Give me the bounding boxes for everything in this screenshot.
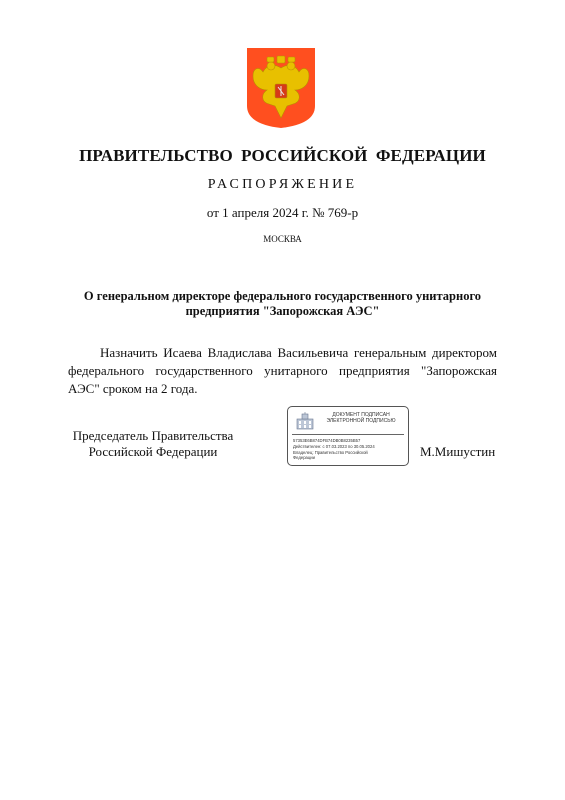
document-city: МОСКВА	[263, 234, 302, 244]
signer-role-line-1: Председатель Правительства	[72, 428, 234, 443]
stamp-validity: Действителен: с 07.03.2023 по 30.05.2024	[293, 444, 375, 449]
government-building-icon	[295, 411, 315, 431]
signer-role	[68, 428, 238, 460]
stamp-serial: 57353E6B874DFB74DB0B8235B57	[293, 438, 361, 443]
government-title: ПРАВИТЕЛЬСТВО РОССИЙСКОЙ ФЕДЕРАЦИИ	[79, 146, 486, 165]
subject-line-1: О генеральном директоре федерального государственного унитарного	[83, 289, 482, 303]
document-date-number: от 1 апреля 2024 г. № 769-р	[206, 205, 359, 220]
electronic-signature-stamp	[287, 406, 409, 466]
coat-of-arms-icon	[245, 46, 317, 130]
stamp-owner	[293, 450, 400, 460]
signer-name: М.Мишустин	[420, 444, 496, 459]
signer-role-line-2: Российской Федерации	[88, 444, 218, 459]
stamp-divider	[292, 434, 404, 435]
document-subject	[40, 289, 525, 319]
document-body: Назначить Исаева Владислава Васильевича генеральным директором федерального государственного унитарного предприятия "Запорожская АЭС" сроком на 2 года.	[68, 345, 497, 396]
stamp-title	[318, 412, 404, 424]
stamp-owner-line-1: Владелец: Правительство Российской	[293, 450, 368, 455]
document-type: РАСПОРЯЖЕНИЕ	[207, 177, 358, 192]
stamp-title-line-1: ДОКУМЕНТ ПОДПИСАН	[332, 412, 390, 418]
stamp-owner-line-2: Федерации	[293, 455, 315, 461]
stamp-title-line-2: ЭЛЕКТРОННОЙ ПОДПИСЬЮ	[326, 418, 396, 424]
subject-line-2: предприятия "Запорожская АЭС"	[185, 304, 380, 318]
